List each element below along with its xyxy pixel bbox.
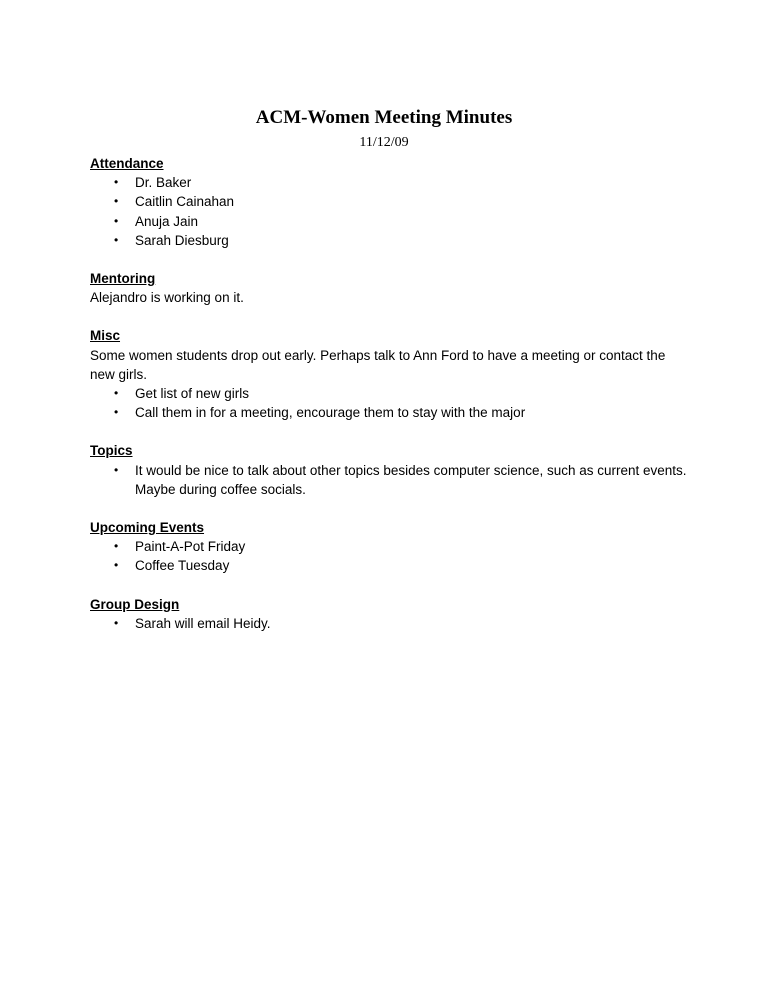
minutes-body bbox=[90, 154, 690, 652]
group-design-list bbox=[90, 614, 690, 633]
misc-item: Get list of new girls bbox=[135, 386, 250, 402]
upcoming-events-heading: Upcoming Events bbox=[90, 520, 205, 536]
bullet-icon: • bbox=[114, 558, 119, 573]
event-item: Paint-A-Pot Friday bbox=[135, 539, 246, 555]
misc-list bbox=[90, 384, 690, 422]
section-upcoming-events bbox=[90, 518, 690, 576]
bullet-icon: • bbox=[114, 615, 119, 630]
section-mentoring bbox=[90, 269, 690, 307]
attendee-name: Caitlin Cainahan bbox=[135, 194, 235, 210]
list-item bbox=[90, 212, 690, 231]
section-topics bbox=[90, 441, 690, 499]
list-item bbox=[90, 537, 690, 556]
bullet-icon: • bbox=[114, 405, 119, 420]
misc-heading: Misc bbox=[90, 328, 121, 344]
section-misc bbox=[90, 326, 690, 422]
mentoring-text: Alejandro is working on it. bbox=[90, 290, 244, 306]
attendee-name: Anuja Jain bbox=[135, 213, 199, 229]
bullet-icon: • bbox=[114, 175, 119, 190]
group-design-heading: Group Design bbox=[90, 596, 180, 612]
topic-item: It would be nice to talk about other topics besides computer science, such as current events. Maybe during coffee socials. bbox=[135, 462, 687, 497]
attendee-name: Sarah Diesburg bbox=[135, 232, 229, 248]
list-item bbox=[90, 556, 690, 575]
misc-item: Call them in for a meeting, encourage them to stay with the major bbox=[135, 405, 526, 421]
list-item bbox=[90, 403, 690, 422]
list-item bbox=[90, 384, 690, 403]
bullet-icon: • bbox=[114, 539, 119, 554]
list-item bbox=[90, 461, 690, 499]
group-design-item: Sarah will email Heidy. bbox=[135, 615, 271, 631]
section-group-design bbox=[90, 595, 690, 633]
document-title: ACM-Women Meeting Minutes bbox=[255, 107, 513, 128]
topics-heading: Topics bbox=[90, 443, 133, 459]
upcoming-events-list bbox=[90, 537, 690, 575]
event-item: Coffee Tuesday bbox=[135, 558, 230, 574]
attendee-name: Dr. Baker bbox=[135, 175, 192, 191]
mentoring-heading: Mentoring bbox=[90, 271, 156, 287]
topics-list bbox=[90, 461, 690, 499]
bullet-icon: • bbox=[114, 386, 119, 401]
meeting-date: 11/12/09 bbox=[359, 135, 409, 150]
list-item bbox=[90, 192, 690, 211]
bullet-icon: • bbox=[114, 232, 119, 247]
bullet-icon: • bbox=[114, 194, 119, 209]
attendance-list bbox=[90, 173, 690, 250]
section-attendance bbox=[90, 154, 690, 250]
attendance-heading: Attendance bbox=[90, 156, 164, 171]
list-item bbox=[90, 614, 690, 633]
misc-text: Some women students drop out early. Perhaps talk to Ann Ford to have a meeting or contact the new girls. bbox=[90, 347, 666, 382]
list-item bbox=[90, 231, 690, 250]
bullet-icon: • bbox=[114, 462, 119, 477]
list-item bbox=[90, 173, 690, 192]
bullet-icon: • bbox=[114, 213, 119, 228]
